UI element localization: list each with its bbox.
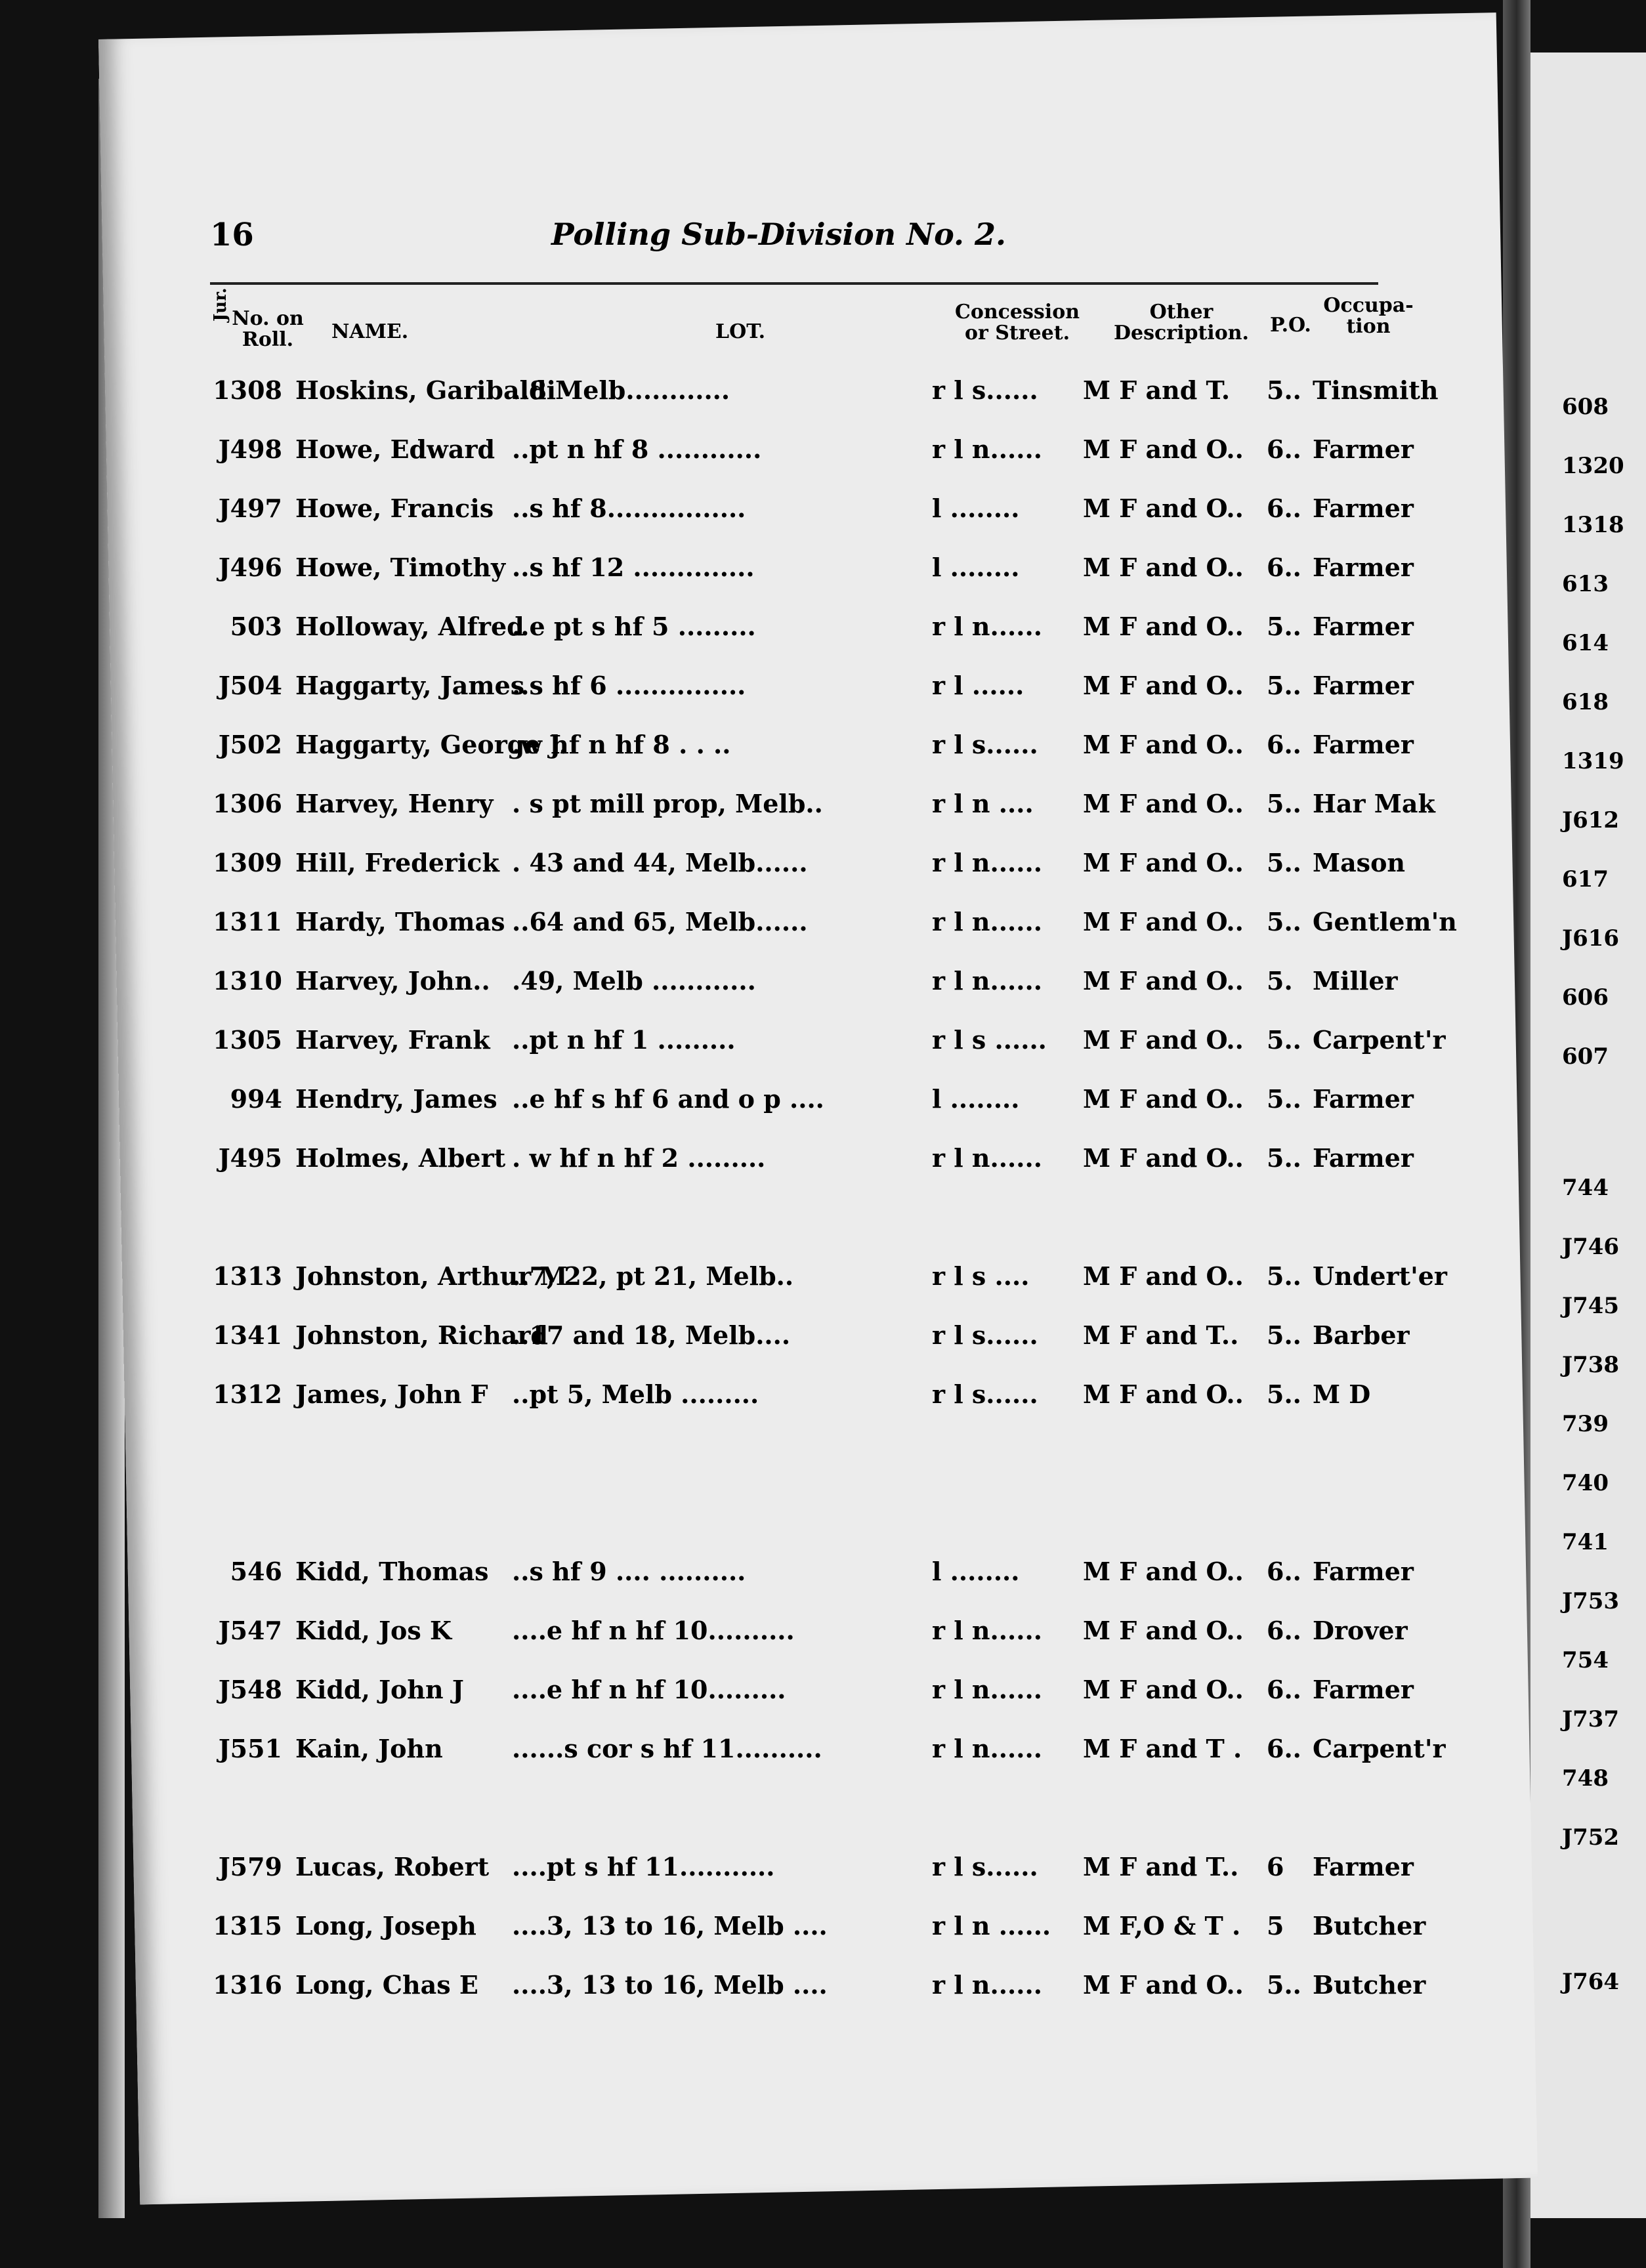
entry-lot: . 43 and 44, Melb...... (512, 848, 808, 877)
entry-name: Haggarty, James (295, 671, 525, 700)
facing-page-roll-number: 739 (1562, 1411, 1609, 1437)
entry-conc: r l n...... (932, 612, 1042, 641)
entry-lot: ..e pt s hf 5 ......... (512, 612, 756, 641)
facing-page-roll-number: 1320 (1562, 453, 1624, 479)
facing-page-roll-number: J616 (1562, 925, 1620, 952)
entry-roll: 1312 (213, 1379, 282, 1409)
entry-roll: J551 (218, 1734, 282, 1763)
entry-name: Harvey, Henry (295, 789, 494, 818)
list-item (210, 1723, 1446, 1775)
entry-name: Johnston, Richard (295, 1320, 548, 1350)
entry-po: 5.. (1267, 375, 1301, 405)
entry-lot: ..s hf 12 .............. (512, 553, 755, 582)
list-item (210, 1132, 1431, 1185)
entry-name: Long, Chas E (295, 1970, 478, 2000)
entry-name: James, John F (295, 1379, 488, 1409)
entry-conc: r l n...... (932, 848, 1042, 877)
entry-roll: J504 (218, 671, 282, 700)
entry-po: 5.. (1267, 1084, 1301, 1114)
entry-desc: M F and O.. (1083, 671, 1244, 700)
entry-occ: Carpent'r (1313, 1734, 1446, 1763)
entry-po: 5. (1267, 966, 1293, 996)
entry-name: Holmes, Albert (295, 1143, 506, 1173)
entry-conc: r l s...... (932, 375, 1038, 405)
list-item (210, 364, 1439, 417)
col-po: P.O. (1270, 314, 1311, 337)
entry-name: Johnston, Arthur M (295, 1261, 568, 1291)
entry-po: 5.. (1267, 1261, 1301, 1291)
entry-po: 5.. (1267, 1970, 1301, 2000)
col-concession: Concession or Street. (954, 301, 1080, 345)
entry-roll: J502 (218, 730, 282, 759)
entry-conc: r l n...... (932, 1675, 1042, 1704)
column-headers (210, 287, 1414, 368)
entry-occ: M D (1313, 1379, 1371, 1409)
entry-desc: M F and O.. (1083, 789, 1244, 818)
entry-occ: Drover (1313, 1616, 1408, 1645)
entry-conc: r l n .... (932, 789, 1034, 818)
entry-roll: J548 (218, 1675, 282, 1704)
entry-desc: M F and O.. (1083, 612, 1244, 641)
entry-desc: M F and O.. (1083, 1970, 1244, 2000)
facing-page-roll-number: 754 (1562, 1647, 1609, 1673)
entry-name: Haggarty, George J. (295, 730, 568, 759)
entry-desc: M F and O.. (1083, 1675, 1244, 1704)
entry-lot: ..s hf 6 ............... (512, 671, 746, 700)
page-title: Polling Sub-Division No. 2. (551, 217, 1007, 252)
list-item (210, 955, 1431, 1007)
entry-lot: ..7, 22, pt 21, Melb.. (512, 1261, 794, 1291)
entry-roll: 1315 (213, 1911, 282, 1941)
entry-po: 5.. (1267, 789, 1301, 818)
entry-conc: r l n...... (932, 1970, 1042, 2000)
entry-name: Long, Joseph (295, 1911, 476, 1941)
entry-lot: ....3, 13 to 16, Melb .... (512, 1970, 828, 2000)
entry-conc: l ........ (932, 494, 1020, 523)
entry-conc: l ........ (932, 1557, 1020, 1586)
entry-occ: Gentlem'n (1313, 907, 1457, 936)
entry-lot: ..s hf 9 .... .......... (512, 1557, 746, 1586)
entry-po: 6.. (1267, 434, 1301, 464)
entry-desc: M F and O.. (1083, 1084, 1244, 1114)
facing-page-roll-number: 614 (1562, 630, 1609, 656)
entry-roll: 1310 (213, 966, 282, 996)
entry-occ: Barber (1313, 1320, 1410, 1350)
entry-desc: M F and O.. (1083, 434, 1244, 464)
list-item (210, 482, 1431, 535)
page-header (210, 217, 1378, 276)
entry-roll: J547 (218, 1616, 282, 1645)
entry-conc: l ........ (932, 553, 1020, 582)
facing-page-roll-number: 608 (1562, 394, 1609, 420)
entry-po: 5.. (1267, 1379, 1301, 1409)
entry-name: Harvey, Frank (295, 1025, 490, 1055)
list-item (210, 660, 1431, 712)
list-item (210, 1900, 1431, 1952)
list-item (210, 1545, 1431, 1598)
entry-lot: ..64 and 65, Melb...... (512, 907, 808, 936)
facing-page-roll-number: J764 (1562, 1969, 1620, 1995)
entry-name: Howe, Timothy (295, 553, 506, 582)
entry-roll: J495 (218, 1143, 282, 1173)
list-item (210, 1664, 1431, 1716)
entry-desc: M F and O.. (1083, 907, 1244, 936)
entry-occ: Mason (1313, 848, 1406, 877)
entry-name: Kain, John (295, 1734, 443, 1763)
entry-name: Hoskins, Garibaldi (295, 375, 557, 405)
col-occupation: Occupa-tion (1323, 294, 1414, 338)
entry-name: Kidd, Jos K (295, 1616, 452, 1645)
entry-lot: ..e hf s hf 6 and o p .... (512, 1084, 824, 1114)
entry-name: Hill, Frederick (295, 848, 499, 877)
entry-po: 6.. (1267, 1675, 1301, 1704)
entry-desc: M F and O.. (1083, 1261, 1244, 1291)
facing-page-roll-number: 607 (1562, 1043, 1609, 1070)
list-item (210, 1841, 1431, 1893)
entry-lot: ..17 and 18, Melb.... (512, 1320, 791, 1350)
entry-po: 6.. (1267, 1734, 1301, 1763)
entry-po: 5.. (1267, 1320, 1301, 1350)
entry-roll: 1341 (213, 1320, 282, 1350)
entry-conc: r l n...... (932, 1734, 1042, 1763)
entry-name: Hendry, James (295, 1084, 497, 1114)
entry-desc: M F and O.. (1083, 966, 1244, 996)
entry-occ: Farmer (1313, 1675, 1414, 1704)
entry-desc: M F and O.. (1083, 1557, 1244, 1586)
entry-occ: Farmer (1313, 1084, 1414, 1114)
facing-page-roll-number: 1319 (1562, 748, 1624, 774)
entry-occ: Miller (1313, 966, 1398, 996)
entry-roll: J498 (218, 434, 282, 464)
list-item (210, 1959, 1431, 2011)
entry-occ: Farmer (1313, 612, 1414, 641)
entry-desc: M F and O.. (1083, 1379, 1244, 1409)
entry-po: 5.. (1267, 848, 1301, 877)
entry-lot: .49, Melb ............ (512, 966, 756, 996)
entry-occ: Farmer (1313, 1143, 1414, 1173)
entry-occ: Carpent'r (1313, 1025, 1446, 1055)
entry-occ: Undert'er (1313, 1261, 1447, 1291)
entry-name: Howe, Edward (295, 434, 496, 464)
list-item (210, 541, 1431, 594)
col-other-description: Other Description. (1114, 301, 1249, 345)
facing-page-roll-number: J746 (1562, 1234, 1620, 1260)
entry-name: Hardy, Thomas (295, 907, 505, 936)
entry-occ: Farmer (1313, 730, 1414, 759)
entry-conc: l ........ (932, 1084, 1020, 1114)
entry-lot: ....pt s hf 11........... (512, 1852, 775, 1881)
header-rule (210, 282, 1378, 285)
entry-desc: M F and O.. (1083, 553, 1244, 582)
facing-page-roll-number: 744 (1562, 1175, 1609, 1201)
entry-desc: M F and T.. (1083, 1852, 1239, 1881)
facing-page-roll-number: J753 (1562, 1588, 1620, 1614)
entry-desc: M F and O.. (1083, 730, 1244, 759)
entry-po: 6.. (1267, 1557, 1301, 1586)
entry-occ: Farmer (1313, 1852, 1414, 1881)
entry-roll: 503 (230, 612, 282, 641)
entry-occ: Butcher (1313, 1911, 1426, 1941)
list-item (210, 423, 1431, 476)
entry-po: 6 (1267, 1852, 1284, 1881)
entry-po: 6.. (1267, 494, 1301, 523)
list-item (210, 1309, 1431, 1362)
entry-po: 5.. (1267, 612, 1301, 641)
entry-lot: ....e hf n hf 10......... (512, 1675, 786, 1704)
facing-page-roll-number: 606 (1562, 984, 1609, 1011)
entry-name: Harvey, John.. (295, 966, 490, 996)
facing-page-roll-number: 617 (1562, 866, 1609, 892)
entry-lot: ..pt 5, Melb ......... (512, 1379, 759, 1409)
entry-roll: 1305 (213, 1025, 282, 1055)
col-lot: LOT. (715, 320, 766, 343)
entry-lot: .w hf n hf 8 . . .. (512, 730, 731, 759)
entry-roll: 1309 (213, 848, 282, 877)
entry-lot: ..s hf 8................ (512, 494, 746, 523)
list-item (210, 1250, 1447, 1303)
entry-desc: M F,O & T . (1083, 1911, 1241, 1941)
entry-conc: r l n...... (932, 434, 1042, 464)
entry-po: 5.. (1267, 671, 1301, 700)
col-name: NAME. (331, 320, 409, 343)
entry-po: 6.. (1267, 1616, 1301, 1645)
entry-conc: r l s .... (932, 1261, 1030, 1291)
facing-page-roll-number: 613 (1562, 571, 1609, 597)
facing-page (1530, 52, 1646, 2218)
facing-page-roll-number: 1318 (1562, 512, 1624, 538)
entry-desc: M F and O.. (1083, 1616, 1244, 1645)
entry-conc: r l s...... (932, 1320, 1038, 1350)
list-item (210, 837, 1431, 889)
entry-name: Kidd, John J (295, 1675, 464, 1704)
col-no-on-roll: No. on Roll. (232, 307, 304, 351)
entry-conc: r l s...... (932, 730, 1038, 759)
facing-page-roll-number: J737 (1562, 1706, 1620, 1732)
entry-roll: 1313 (213, 1261, 282, 1291)
entry-lot: ....e hf n hf 10.......... (512, 1616, 795, 1645)
facing-page-roll-number: J612 (1562, 807, 1620, 833)
entry-desc: M F and T.. (1083, 1320, 1239, 1350)
entry-po: 5.. (1267, 1143, 1301, 1173)
entry-desc: M F and O.. (1083, 494, 1244, 523)
entry-desc: M F and T. (1083, 375, 1231, 405)
col-jur: Jur. (211, 287, 230, 322)
entry-roll: 994 (230, 1084, 282, 1114)
entry-occ: Farmer (1313, 1557, 1414, 1586)
entry-conc: r l n...... (932, 966, 1042, 996)
entry-po: 5 (1267, 1911, 1284, 1941)
facing-page-roll-number: 748 (1562, 1765, 1609, 1792)
facing-page-roll-number: 740 (1562, 1470, 1609, 1496)
facing-page-roll-number: J738 (1562, 1352, 1620, 1378)
list-item (210, 719, 1431, 771)
entry-name: Holloway, Alfred (295, 612, 524, 641)
facing-page-roll-number: J745 (1562, 1293, 1620, 1319)
list-item (210, 600, 1431, 653)
entry-occ: Farmer (1313, 553, 1414, 582)
entry-lot: ......s cor s hf 11.......... (512, 1734, 822, 1763)
facing-page-roll-number: J752 (1562, 1824, 1620, 1851)
entry-po: 6.. (1267, 730, 1301, 759)
entry-conc: r l ...... (932, 671, 1024, 700)
list-item (210, 896, 1457, 948)
entry-desc: M F and O.. (1083, 1025, 1244, 1055)
list-item (210, 1073, 1431, 1125)
list-item (210, 1368, 1431, 1421)
entry-occ: Har Mak (1313, 789, 1435, 818)
entry-name: Kidd, Thomas (295, 1557, 489, 1586)
entry-conc: r l n...... (932, 1143, 1042, 1173)
entry-roll: 1311 (213, 907, 282, 936)
entry-lot: ....3, 13 to 16, Melb .... (512, 1911, 828, 1941)
facing-page-roll-number: 618 (1562, 689, 1609, 715)
entry-conc: r l n...... (932, 907, 1042, 936)
entry-occ: Butcher (1313, 1970, 1426, 2000)
entry-roll: 546 (230, 1557, 282, 1586)
entry-roll: 1306 (213, 789, 282, 818)
entry-roll: J496 (218, 553, 282, 582)
entry-conc: r l s ...... (932, 1025, 1047, 1055)
entry-occ: Farmer (1313, 671, 1414, 700)
entry-roll: J497 (218, 494, 282, 523)
list-item (210, 778, 1435, 830)
entry-conc: r l s...... (932, 1379, 1038, 1409)
entry-occ: Farmer (1313, 494, 1414, 523)
entry-roll: J579 (218, 1852, 282, 1881)
entry-conc: r l n...... (932, 1616, 1042, 1645)
entry-lot: ..pt n hf 1 ......... (512, 1025, 736, 1055)
facing-page-roll-number: 741 (1562, 1529, 1609, 1555)
entry-po: 5.. (1267, 1025, 1301, 1055)
entry-lot: . w hf n hf 2 ......... (512, 1143, 766, 1173)
entry-lot: . s pt mill prop, Melb.. (512, 789, 823, 818)
entry-conc: r l n ...... (932, 1911, 1051, 1941)
entry-lot: ..pt n hf 8 ............ (512, 434, 762, 464)
entry-desc: M F and O.. (1083, 1143, 1244, 1173)
entry-roll: 1308 (213, 375, 282, 405)
entry-po: 6.. (1267, 553, 1301, 582)
entry-conc: r l s...... (932, 1852, 1038, 1881)
entry-desc: M F and O.. (1083, 848, 1244, 877)
entry-name: Lucas, Robert (295, 1852, 490, 1881)
entry-roll: 1316 (213, 1970, 282, 2000)
entry-lot: ..8 Melb............ (512, 375, 730, 405)
list-item (210, 1605, 1431, 1657)
entry-occ: Tinsmith (1313, 375, 1439, 405)
list-item (210, 1014, 1446, 1066)
entry-occ: Farmer (1313, 434, 1414, 464)
page-number: 16 (210, 217, 254, 253)
entry-name: Howe, Francis (295, 494, 494, 523)
entry-desc: M F and T . (1083, 1734, 1242, 1763)
entry-po: 5.. (1267, 907, 1301, 936)
